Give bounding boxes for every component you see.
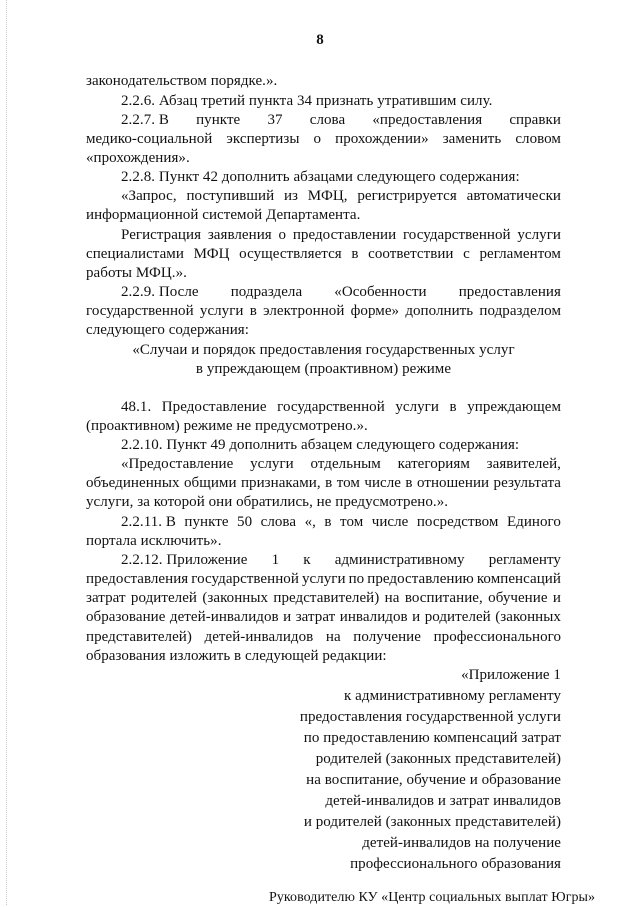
word: воспитание,	[404, 590, 483, 606]
word: том	[336, 475, 360, 491]
word: «предоставления	[372, 112, 483, 128]
word: административному	[334, 552, 465, 568]
word: результата	[493, 475, 561, 491]
word: услуги	[301, 571, 346, 587]
word: и	[412, 609, 421, 625]
word: государственной	[402, 227, 511, 243]
word: 2.2.7. В	[121, 112, 169, 128]
word: соответствии	[368, 246, 454, 262]
word: в	[351, 246, 359, 262]
text-line: информационной системой Департамента.	[86, 207, 361, 223]
text-line: 2.2.8. Пункт 42 дополнить абзацами следующего содержания:	[121, 169, 520, 185]
word: обучение	[488, 590, 548, 606]
word: затрат	[295, 609, 336, 625]
text-line: (проактивном) режиме не предусмотрено.».	[86, 418, 368, 434]
word: прохождении»	[335, 131, 429, 147]
word: и	[552, 590, 561, 606]
text-line: портала исключить».	[86, 533, 222, 549]
word: общими	[184, 475, 237, 491]
appendix-line: к административному регламенту	[344, 688, 561, 704]
word: детей-инвалидов	[169, 609, 279, 625]
word: заменить	[442, 131, 502, 147]
word: слова	[309, 112, 346, 128]
word: услуги	[395, 399, 439, 415]
word: предоставлению	[367, 571, 474, 587]
page-number: 8	[316, 32, 324, 48]
text-line-justified	[86, 474, 561, 493]
word: пункте	[196, 112, 241, 128]
word: словом	[515, 131, 561, 147]
word: о	[278, 227, 287, 243]
word: государственной	[86, 303, 194, 319]
text-line-justified	[121, 455, 561, 474]
text-line-justified	[121, 551, 561, 570]
text-line-justified	[86, 570, 561, 589]
word: регламенту	[488, 552, 561, 568]
word: предоставления	[86, 571, 189, 587]
word: представителей)	[86, 629, 192, 645]
word: заявителей,	[486, 456, 561, 472]
word: компенсаций	[476, 571, 561, 587]
word: медико-социальной	[86, 131, 213, 147]
word: услуги	[199, 303, 244, 319]
word: Регистрация	[121, 227, 202, 243]
text-line: следующего содержания:	[86, 322, 249, 338]
word: 2.2.11. В	[121, 514, 176, 530]
word: справки	[509, 112, 561, 128]
word: Единого	[506, 514, 561, 530]
text-line-justified	[86, 628, 561, 647]
word: поступивший	[186, 188, 275, 204]
appendix-line: на воспитание, обучение и образование	[306, 772, 561, 788]
word: по	[348, 571, 365, 587]
text-line-justified	[121, 283, 561, 302]
word: 1	[271, 552, 280, 568]
word: подразделом	[479, 303, 561, 319]
word: предоставления	[458, 284, 561, 300]
text-line-justified	[121, 226, 561, 245]
word: посредством	[416, 514, 499, 530]
appendix-line: родителей (законных представителей)	[315, 751, 561, 767]
text-line-justified	[121, 398, 561, 417]
word: 2.2.9. После	[121, 284, 199, 300]
subsection-heading: «Случаи и порядок предоставления государственных услуг	[132, 342, 515, 358]
word: экспертизы	[226, 131, 300, 147]
word: «Предоставление	[121, 456, 234, 472]
appendix-line: предоставления государственной услуги	[299, 709, 561, 725]
word: дополнить	[405, 303, 474, 319]
word: услуги	[250, 456, 294, 472]
word: специалистами	[86, 246, 184, 262]
text-line-justified	[86, 302, 561, 321]
text-line-justified	[86, 589, 561, 608]
appendix-line: и родителей (законных представителей)	[303, 814, 561, 830]
word: родителей	[424, 609, 491, 625]
text-line-justified	[121, 187, 561, 206]
word: с	[463, 246, 470, 262]
word: 37	[267, 112, 283, 128]
subsection-heading: в упреждающем (проактивном) режиме	[195, 361, 452, 377]
word: в	[324, 514, 332, 530]
word: родителей	[130, 590, 197, 606]
word: государственной	[277, 399, 385, 415]
word: из	[283, 188, 298, 204]
word: затрат	[86, 590, 126, 606]
word: (законных	[495, 609, 561, 625]
text-line: услуги, за которой они обратились, не предусмотрено.».	[86, 494, 449, 510]
word: МФЦ	[193, 246, 230, 262]
word: в	[449, 399, 457, 415]
word: 2.2.12. Приложение	[121, 552, 248, 568]
word: образование	[86, 609, 166, 625]
word: 48.1.	[121, 399, 152, 415]
word: «,	[304, 514, 316, 530]
word: государственной	[191, 571, 299, 587]
word: слова	[260, 514, 297, 530]
text-line: образования изложить в следующей редакции:	[86, 648, 387, 664]
text-line: «прохождения».	[86, 150, 190, 166]
appendix-line: по предоставлению компенсаций затрат	[303, 730, 561, 746]
word: (законных	[202, 590, 269, 606]
word: пункте	[184, 514, 229, 530]
word: признаками,	[240, 475, 321, 491]
word: упреждающем	[467, 399, 561, 415]
text-line-justified	[121, 513, 561, 532]
word: о	[313, 131, 322, 147]
word: детей-инвалидов	[204, 629, 314, 645]
appendix-line: детей-инвалидов и затрат инвалидов	[325, 793, 561, 809]
word: отношении	[416, 475, 490, 491]
word: и	[283, 609, 292, 625]
word: отдельным	[310, 456, 381, 472]
word: электронной	[263, 303, 345, 319]
word: автоматически	[466, 188, 561, 204]
word: в	[405, 475, 413, 491]
word: числе	[371, 514, 409, 530]
text-line-justified	[86, 245, 561, 264]
word: «Запрос,	[121, 188, 177, 204]
word: в	[325, 475, 333, 491]
appendix-line: профессионального образования	[350, 856, 561, 872]
text-line-justified	[86, 130, 561, 149]
page-edge	[6, 0, 8, 905]
word: на	[325, 629, 341, 645]
word: форме»	[350, 303, 400, 319]
word: инвалидов	[339, 609, 408, 625]
text-line: работы МФЦ.».	[86, 265, 187, 281]
word: Предоставление	[161, 399, 267, 415]
word: на	[384, 590, 400, 606]
text-line-justified	[121, 111, 561, 130]
word: подраздела	[230, 284, 303, 300]
word: том	[340, 514, 364, 530]
word: числе	[364, 475, 401, 491]
word: предоставлении	[292, 227, 397, 243]
appendix-line: детей-инвалидов на получение	[362, 835, 561, 851]
text-line-justified	[86, 608, 561, 627]
word: в	[249, 303, 257, 319]
word: категориям	[397, 456, 470, 472]
word: к	[303, 552, 311, 568]
appendix-title: «Приложение 1	[461, 667, 561, 683]
word: заявления	[207, 227, 272, 243]
word: осуществляется	[239, 246, 342, 262]
text-line: 2.2.6. Абзац третий пункта 34 признать утратившим силу.	[121, 93, 493, 109]
word: 50	[237, 514, 253, 530]
word: объединенных	[86, 475, 180, 491]
word: «Особенности	[334, 284, 427, 300]
word: профессионального	[433, 629, 561, 645]
word: услуги	[517, 227, 561, 243]
addressee-line: Руководителю КУ «Центр социальных выплат Югры»	[269, 890, 596, 905]
word: получение	[353, 629, 421, 645]
word: МФЦ,	[307, 188, 348, 204]
text-line: 2.2.10. Пункт 49 дополнить абзацем следующего содержания:	[121, 437, 520, 453]
word: представителей)	[273, 590, 380, 606]
text-line: законодательством порядке.».	[86, 73, 278, 89]
word: регистрируется	[357, 188, 457, 204]
word: регламентом	[479, 246, 561, 262]
